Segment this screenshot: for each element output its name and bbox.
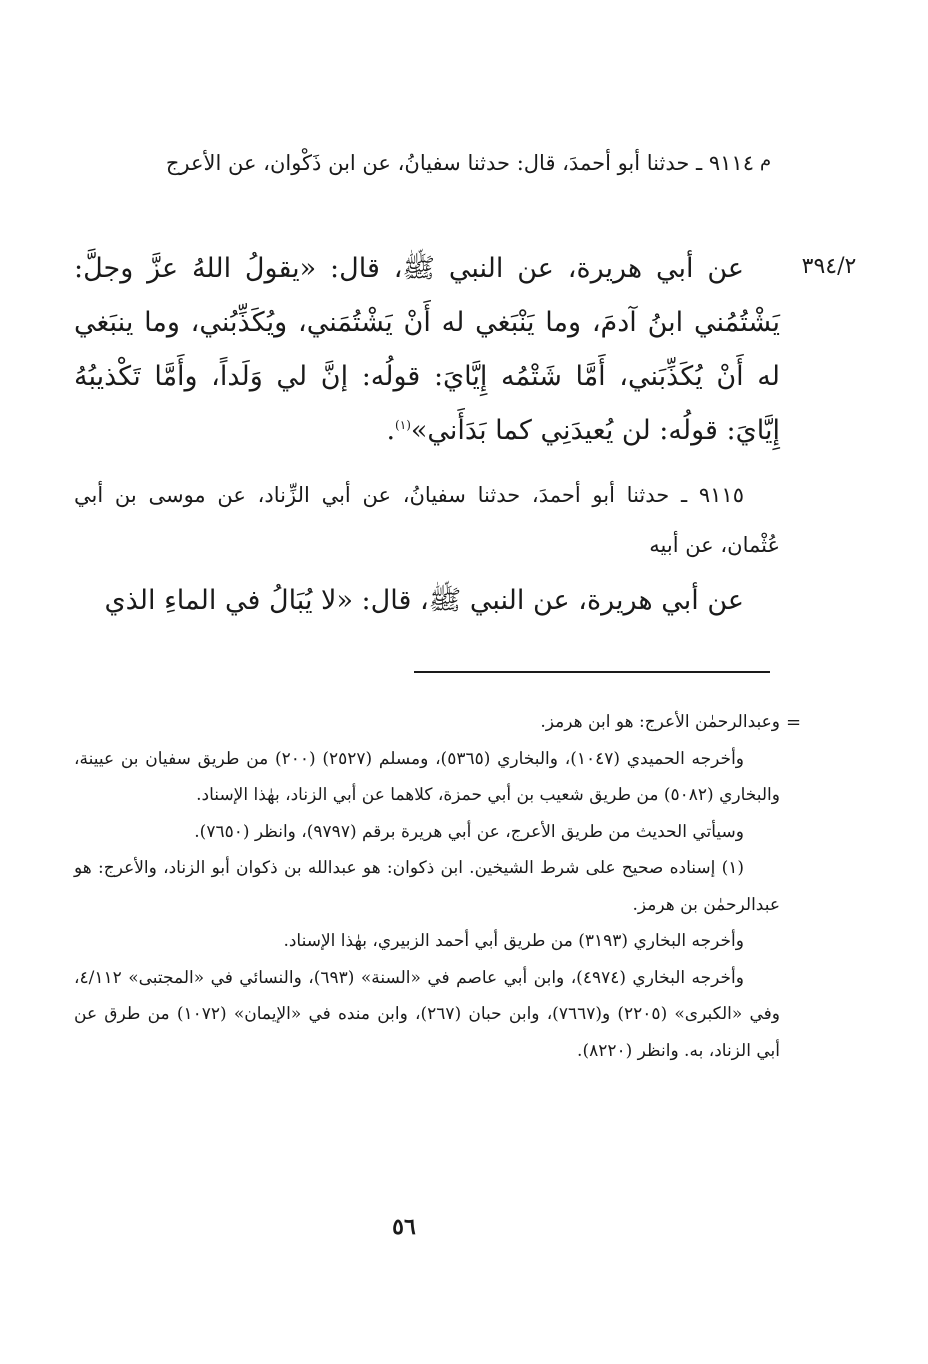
hadith-9115-matn <box>74 574 780 628</box>
hadith-9115-isnad-text: ٩١١٥ ـ حدثنا أبو أحمدَ، حدثنا سفيانُ، عن أبي الزِّناد، عن موسى بن أبي عُثْمان، عن أبيه <box>74 483 780 557</box>
hadith-9115-matn-text: عن أبي هريرة، عن النبي ﷺ، قال: «لا يُبَالُ في الماءِ الذي <box>104 585 744 616</box>
footnote-1-para-2: وأخرجه البخاري (٣١٩٣) من طريق أبي أحمد الزبيري، بهٰذا الإسناد. <box>283 931 744 951</box>
page-number: ٥٦ <box>392 1214 416 1240</box>
hadith-source-marker: م <box>760 150 772 171</box>
footnote-continuation-para-1: وعبدالرحمٰن الأعرج: هو ابن هرمز. <box>540 712 780 732</box>
volume-page-reference: ٣٩٤/٢ <box>801 254 857 279</box>
footnote-1-para-3: وأخرجه البخاري (٤٩٧٤)، وابن أبي عاصم في «السنة» (٦٩٣)، والنسائي في «المجتبى» ٤/١١٢، وفي «الكبرى» (٢٢٠٥) و(٧٦٦٧)، وابن حبان (٢٦٧)، وابن منده في «الإيمان» (١٠٧٢) من طرق عن أبي الزناد، به. وانظر (٨٢٢٠). <box>74 967 781 1061</box>
hadith-9114-isnad <box>74 138 780 188</box>
hadith-9114-matn: عن أبي هريرة، عن النبي ﷺ، قال: «يقولُ اللهُ عزَّ وجلَّ: يَشْتُمُني ابنُ آدمَ، وما يَنْبَغي له أَنْ يَشْتُمَني، ويُكَذِّبُني، وما ينبَغي له أَنْ يُكَذِّبَني، أَمَّا شَتْمُه إِيَّايَ: قولُه: إنَّ لي وَلَداً، وأَمَّا تَكْذيبُهُ إِيَّايَ: قولُه: لن يُعيدَنِي كما بَدَأَني»$^{(١)}$. <box>74 253 780 446</box>
footnote-separator <box>414 671 770 673</box>
hadith-9115-isnad <box>74 470 780 570</box>
footnote-continuation-mark: = <box>786 712 802 733</box>
hadith-9114-matn-text: عن أبي هريرة، عن النبي ﷺ، قال: «يقولُ اللهُ عزَّ وجلَّ: يَشْتُمُني ابنُ آدمَ، وما يَنْبَغي له أَنْ يَشْتُمَني، ويُكَذِّبُني، وما ينبَغي له أَنْ يُكَذِّبَني، أَمَّا شَتْمُه إِيَّايَ: قولُه: إنَّ لي وَلَداً، وأَمَّا تَكْذيبُهُ إِيَّايَ: قولُه: لن يُعيدَنِي كما بَدَأَني» <box>74 253 780 446</box>
footnote-continuation-para-2: وأخرجه الحميدي (١٠٤٧)، والبخاري (٥٣٦٥)، ومسلم (٢٥٢٧) (٢٠٠) من طريق سفيان بن عيينة، والبخاري (٥٠٨٢) من طريق شعيب بن أبي حمزة، كلاهما عن أبي الزناد، بهٰذا الإسناد. <box>74 748 780 805</box>
footnote-1-reference: (١) <box>395 418 411 432</box>
footnotes-section <box>74 704 780 1069</box>
footnote-1-para-1: (١) إسناده صحيح على شرط الشيخين. ابن ذكوان: هو عبدالله بن ذكوان أبو الزناد، والأعرج: هو عبدالرحمٰن بن هرمز. <box>74 858 780 915</box>
footnote-continuation-para-3: وسيأتي الحديث من طريق الأعرج، عن أبي هريرة برقم (٩٧٩٧)، وانظر (٧٦٥٠). <box>194 821 744 842</box>
hadith-9114-isnad-text: ٩١١٤ ـ حدثنا أبو أحمدَ، قال: حدثنا سفيانُ، عن ابن ذَكْوان، عن الأعرج <box>165 151 754 175</box>
